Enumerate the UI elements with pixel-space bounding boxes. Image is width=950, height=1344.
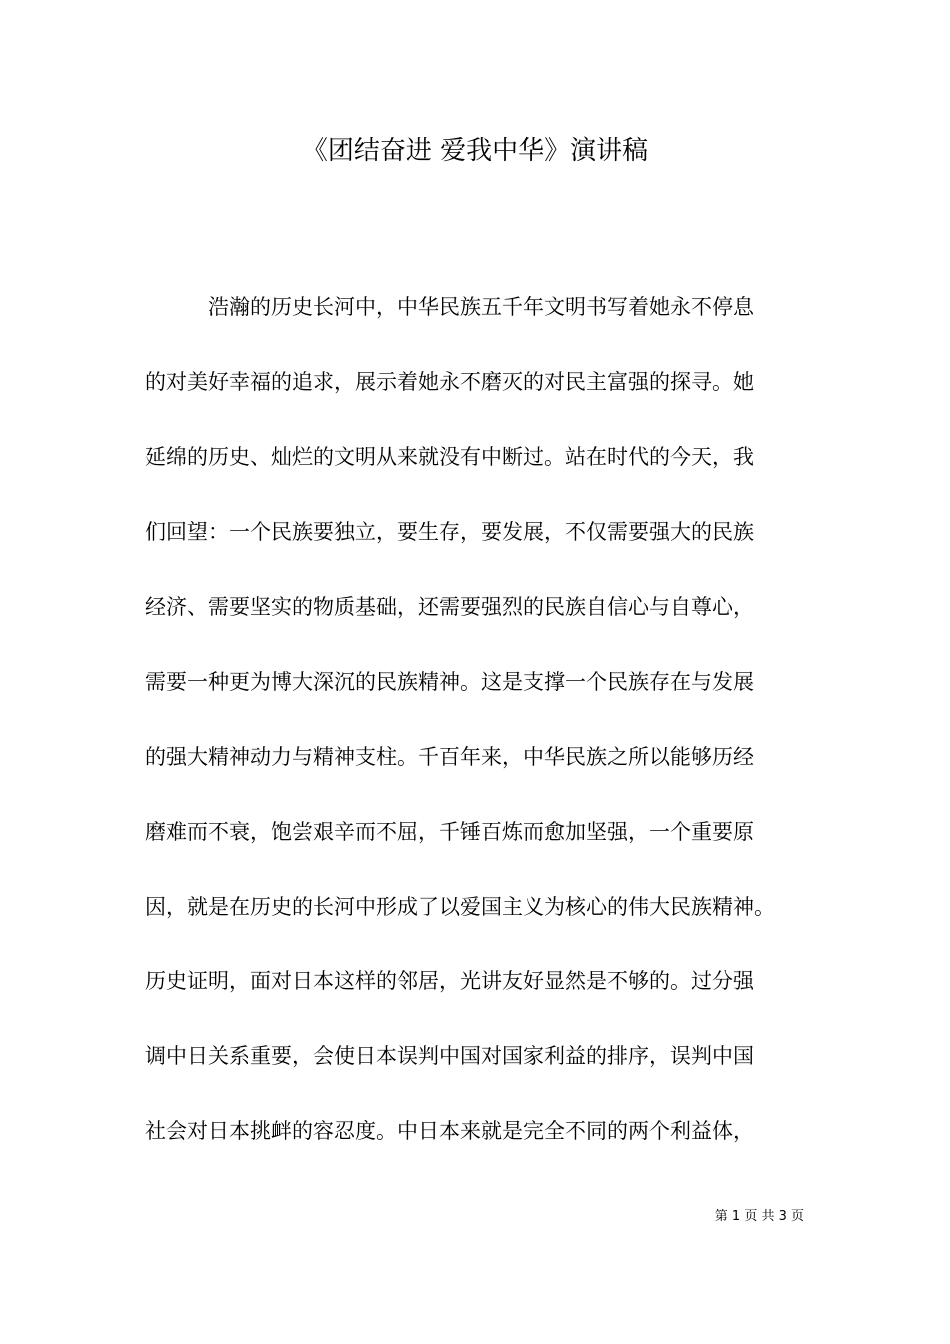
body-line-2: 的对美好幸福的追求，展示着她永不磨灭的对民主富强的探寻。她: [145, 370, 754, 394]
document-title: 《团结奋进 爱我中华》演讲稿: [301, 136, 649, 166]
body-line-9: 因，就是在历史的长河中形成了以爱国主义为核心的伟大民族精神。: [145, 895, 775, 919]
body-line-3: 延绵的历史、灿烂的文明从来就没有中断过。站在时代的今天，我: [145, 445, 754, 469]
body-line-4: 们回望：一个民族要独立，要生存，要发展，不仅需要强大的民族: [145, 520, 754, 544]
body-line-5: 经济、需要坚实的物质基础，还需要强烈的民族自信心与自尊心，: [145, 595, 754, 619]
body-line-12: 社会对日本挑衅的容忍度。中日本来就是完全不同的两个利益体，: [145, 1119, 754, 1143]
body-line-11: 调中日关系重要，会使日本误判中国对国家利益的排序，误判中国: [145, 1044, 754, 1068]
body-line-10: 历史证明，面对日本这样的邻居，光讲友好显然是不够的。过分强: [145, 969, 754, 993]
body-line-8: 磨难而不衰，饱尝艰辛而不屈，千锤百炼而愈加坚强，一个重要原: [145, 820, 754, 844]
body-line-7: 的强大精神动力与精神支柱。千百年来，中华民族之所以能够历经: [145, 745, 754, 769]
body-line-6: 需要一种更为博大深沉的民族精神。这是支撑一个民族存在与发展: [145, 670, 754, 694]
page-number: 第 1 页 共 3 页: [714, 1209, 804, 1224]
body-line-1: 浩瀚的历史长河中，中华民族五千年文明书写着她永不停息: [145, 295, 754, 319]
